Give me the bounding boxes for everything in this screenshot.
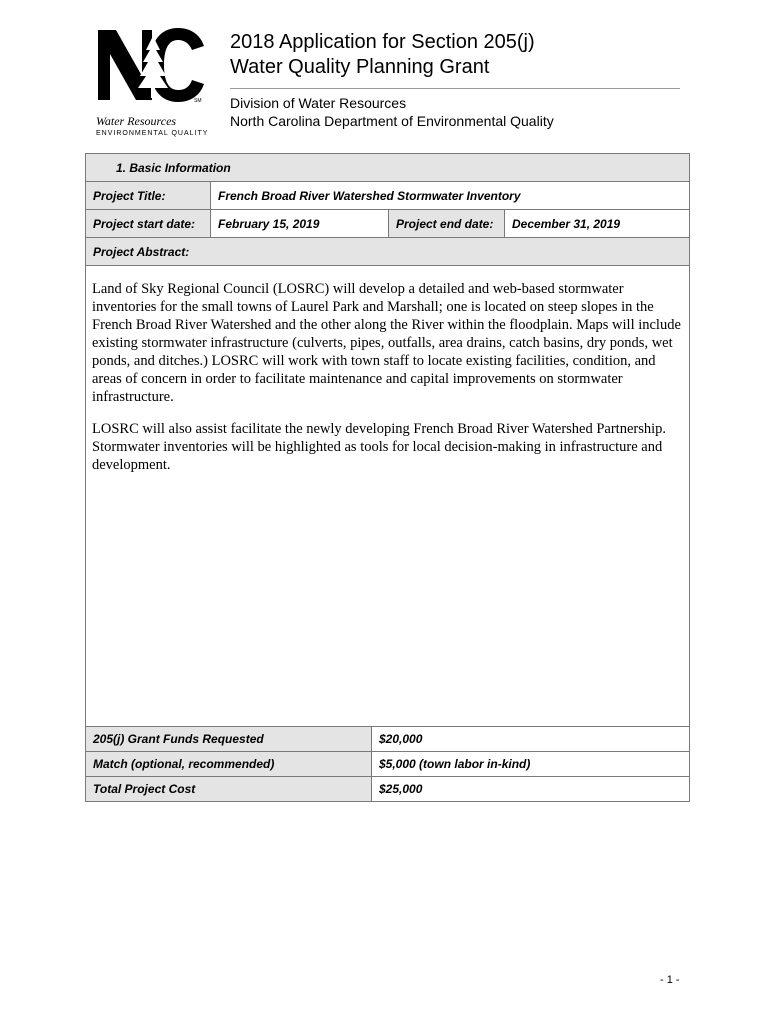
subtitle-department: North Carolina Department of Environmental Quality (230, 113, 554, 129)
section-heading: 1. Basic Information (116, 160, 231, 175)
total-cost-field[interactable]: $25,000 (371, 777, 689, 801)
basic-information-form (85, 153, 690, 802)
project-title-field[interactable]: French Broad River Watershed Stormwater Inventory (210, 182, 689, 209)
logo-division-text: Water Resources (96, 114, 177, 128)
project-dates-row (86, 209, 689, 237)
nc-tree-logo-icon (96, 26, 206, 104)
svg-text:SM: SM (194, 98, 202, 104)
total-cost-label: Total Project Cost (86, 777, 371, 801)
project-abstract-field[interactable] (86, 266, 689, 726)
funds-requested-label: 205(j) Grant Funds Requested (86, 727, 371, 751)
match-label: Match (optional, recommended) (86, 752, 371, 776)
project-abstract-label: Project Abstract: (93, 244, 190, 259)
logo-department-text: ENVIRONMENTAL QUALITY (96, 130, 209, 137)
section-heading-row (86, 154, 689, 181)
title-divider (230, 88, 680, 89)
funds-row-total (86, 776, 689, 801)
abstract-body-row (86, 265, 689, 726)
project-start-field[interactable]: February 15, 2019 (210, 210, 388, 237)
page-number: - 1 - (660, 974, 680, 986)
match-field[interactable]: $5,000 (town labor in-kind) (371, 752, 689, 776)
document-subtitle (230, 94, 554, 130)
title-line-2: Water Quality Planning Grant (230, 56, 490, 78)
document-title (230, 30, 535, 80)
abstract-paragraph: Land of Sky Regional Council (LOSRC) will develop a detailed and web-based stormwater inventories for the small towns of Laurel Park and Marshall; one is located on steep slopes in the French Broad River Watershed and the other along the River within the floodplain. Maps will include existing stormwater infrastructure (culverts, pipes, outfalls, area drains, catch basins, dry ponds, wet ponds, and ditches.) LOSRC will work with town staff to locate existing facilities, condition, and areas of concern in order to facilitate maintenance and capital improvements on stormwater infrastructure. (92, 281, 681, 405)
project-title-row (86, 181, 689, 209)
subtitle-division: Division of Water Resources (230, 95, 407, 111)
abstract-paragraph: LOSRC will also assist facilitate the newly developing French Broad River Watershed Partnership. Stormwater inventories will be highlighted as tools for local decision-making in infrastructure and development. (92, 421, 667, 473)
project-title-label: Project Title: (86, 182, 210, 209)
title-line-1: 2018 Application for Section 205(j) (230, 31, 535, 53)
abstract-label-row (86, 237, 689, 265)
project-start-label: Project start date: (86, 210, 210, 237)
nc-water-resources-logo (92, 26, 212, 142)
funds-requested-field[interactable]: $20,000 (371, 727, 689, 751)
funds-row-requested (86, 726, 689, 751)
funds-row-match (86, 751, 689, 776)
project-end-label: Project end date: (388, 210, 504, 237)
project-end-field[interactable]: December 31, 2019 (504, 210, 689, 237)
